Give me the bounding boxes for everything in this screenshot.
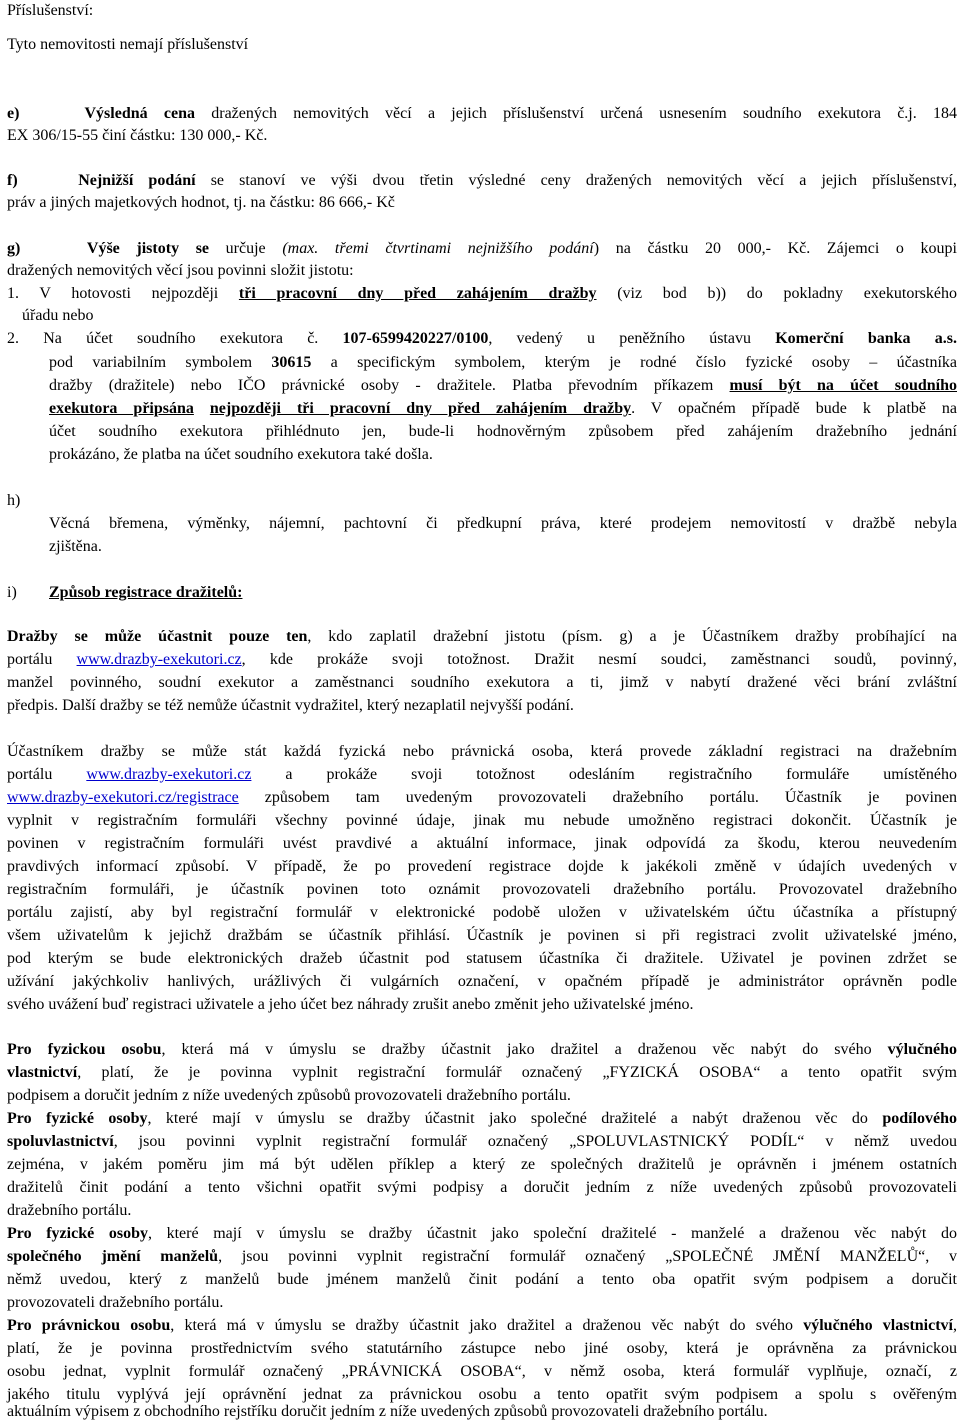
item-g-para-line-1: pod variabilním symbolem 30615 a specifickým symbolem, kterým je rodné číslo fyzické osoby – účastníka	[49, 354, 957, 371]
registrace-line-1: Účastníkem dražby se může stát každá fyzická nebo právnická osoba, která provede základní registraci na dražebním	[7, 743, 957, 760]
pravnicka-line-4: jakého titulu vyplývá její oprávnění jednat za právnickou osobu a tento opatřit svým podpisem a spolu s ověřeným	[7, 1386, 957, 1403]
item-g-para-line-5: prokázáno, že platba na účet soudního exekutora také došla.	[49, 446, 433, 463]
item-g-option-1: 1. V hotovosti nejpozději tři pracovní dny před zahájením dražby (viz bod b)) do pokladny exekutorského	[7, 285, 957, 302]
item-e-line-2: EX 306/15-55 činí částku: 130 000,- Kč.	[7, 127, 268, 144]
ucast-line-2: portálu www.drazby-exekutori.cz, kde prokáže svoji totožnost. Dražit nesmí soudci, zaměstnanci soudů, povinný,	[7, 651, 957, 668]
item-g-para-line-3: exekutora připsána nejpozději tři pracovní dny před zahájením dražby. V opačném případě bude k platbě na	[49, 400, 957, 417]
pravnicka-line-5: aktuálním výpisem z obchodního rejstříku doručit jedním z níže uvedených způsobů provozovateli dražebního portálu.	[7, 1403, 768, 1420]
item-g-italic: (max. třemi čtvrtinami nejnižšího podání	[282, 240, 594, 257]
item-g-option-2: 2. Na účet soudního exekutora č. 107-6599420227/0100, vedený u peněžního ústavu Komerční banka a.s.	[7, 330, 958, 347]
registrace-line-2: portálu www.drazby-exekutori.cz a prokáže svoji totožnost odesláním registračního formuláře umístěného	[7, 766, 957, 783]
section-heading-prislusenstvi: Příslušenství:	[7, 2, 94, 19]
spoluvl-line-3: zejména, v jakém poměru jim má být udělen příklep a který ze společných dražitelů je oprávněn i jménem ostatních	[7, 1156, 957, 1173]
item-g-para-line-4: účet soudního exekutora přihlédnuto jen, bude-li hodnověrným způsobem před zahájením dražebního jednání	[49, 423, 957, 440]
registrace-line-5: povinen v registračním formuláři uvést pravdivé a aktuální informace, jinak odpovídá za škodu, kterou neuvedením	[7, 835, 957, 852]
pravnicka-line-2: platí, že je povinna prostřednictvím svého statutárního zástupce nebo jiné osoby, která je oprávněna za právnickou	[7, 1340, 957, 1357]
item-f-marker: f)	[7, 172, 18, 189]
bank-name: Komerční banka a.s.	[775, 330, 958, 347]
portal-link-2[interactable]: www.drazby-exekutori.cz	[86, 766, 252, 783]
registrace-line-10: pod kterým se bude elektronických dražeb účastnit pod statusem účastníka či dražitele. Uživatel je povinen zdržet se	[7, 950, 957, 967]
registrace-line-7: registračním formuláři, je účastník povinen toto oznámit provozovateli dražebního portálu. Provozovatel dražebního	[7, 881, 957, 898]
spoluvl-line-4: dražitelů činit podání a tento všichni opatřit svými podpisy a doručit jedním z níže uvedených způsobů provozovateli	[7, 1179, 957, 1196]
item-e-line-1	[7, 103, 957, 125]
item-g-marker: g)	[7, 240, 21, 257]
item-i-marker: i)	[7, 584, 17, 601]
item-e-text: dražených nemovitých věcí a jejich příslušenství určená usnesením soudního exekutora č.j. 184	[194, 105, 958, 122]
deadline-underlined: tři pracovní dny před zahájením dražby	[238, 285, 597, 302]
item-f-bold: Nejnižší podání	[78, 172, 196, 189]
registrace-line-4: vyplnit v registračním formuláři všechny povinné údaje, jinak mu nebude umožněno registraci dokončit. Účastník je	[7, 812, 957, 829]
item-h-marker: h)	[7, 492, 21, 509]
registrace-line-12: svého uvážení buď registraci uživatele a jeho účet bez náhrady zrušit anebo změnit jeho uživatelské jméno.	[7, 996, 694, 1013]
spoluvl-line-5: dražebního portálu.	[7, 1202, 132, 1219]
item-g-option-1-cont: úřadu nebo	[22, 307, 94, 324]
pravnicka-line-3: osobu jednat, vyplnit formulář označený „PRÁVNICKÁ OSOBA“, v němž osoba, která formulář vyplňuje, označí, z	[7, 1363, 957, 1380]
manzele-line-3: němž uvedou, který z manželů bude jménem manželů činit podání a tento oba opatřit svým podpisem a doručit	[7, 1271, 957, 1288]
fyzicka-line-3: podpisem a doručit jedním z níže uvedených způsobů provozovateli dražebního portálu.	[7, 1087, 571, 1104]
registrace-line-3: www.drazby-exekutori.cz/registrace způsobem tam uvedeným provozovateli dražebního portálu. Účastník je povinen	[7, 789, 957, 806]
ucast-line-3: manžel povinného, soudní exekutor a zaměstnanci soudního exekutora a ti, jimž v nabytí dražené věci brání zvláštní	[7, 674, 957, 691]
pravnicka-line-1: Pro právnickou osobu, která má v úmyslu se dražby účastnit jako dražitel a draženou věc nabýt do svého výlučného vlastnictví,	[7, 1317, 958, 1334]
manzele-line-2: společného jmění manželů, jsou povinni vyplnit registrační formulář označený „SPOLEČNÉ JMĚNÍ MANŽELŮ“, v	[7, 1248, 958, 1265]
spoluvl-line-1: Pro fyzické osoby, které mají v úmyslu se dražby účastnit jako společné dražitelé a nabýt draženou věc do podílového	[7, 1110, 958, 1127]
fyzicka-line-1: Pro fyzickou osobu, která má v úmyslu se dražby účastnit jako dražitel a draženou věc nabýt do svého výlučného	[7, 1041, 958, 1058]
ucast-line-4: předpis. Další dražby se též nemůže účastnit vydražitel, který nezaplatil nejvyšší podání.	[7, 697, 574, 714]
registrace-line-9: všem uživatelům k jejichž dražbám se účastník přihlásí. Účastník je povinen si při registraci zvolit uživatelské jméno,	[7, 927, 957, 944]
registrace-line-8: portálu zajistí, aby byl registrační formulář v elektronické podobě uložen v uživatelském účtu účastníka a přístupný	[7, 904, 957, 921]
registrace-line-6: pravdivých informací způsobí. V případě, že po provedení registrace dojde k jakékoli změně v údajích uvedených v	[7, 858, 957, 875]
item-i-heading: Způsob registrace dražitelů:	[49, 584, 243, 601]
item-g-bold: Výše jistoty se	[86, 240, 210, 257]
manzele-line-1: Pro fyzické osoby, které mají v úmyslu se dražby účastnit jako společní dražitelé - manželé a draženou věc nabýt do	[7, 1225, 958, 1242]
ucast-line-1: Dražby se může účastnit pouze ten, kdo zaplatil dražební jistotu (písm. g) a je Účastníkem dražby probíhající na	[7, 628, 957, 645]
item-e-bold: Výsledná cena	[84, 105, 195, 122]
item-g-line-1: g) Výše jistoty se určuje (max. třemi čtvrtinami nejnižšího podání) na částku 20 000,- Kč. Zájemci o koupi	[7, 240, 958, 257]
manzele-line-4: provozovateli dražebního portálu.	[7, 1294, 224, 1311]
fyzicka-line-2: vlastnictví, platí, že je povinna vyplnit registrační formulář označený „FYZICKÁ OSOBA“ a tento opatřit svým	[7, 1064, 957, 1081]
item-e-marker: e)	[7, 105, 20, 122]
spoluvl-line-2: spoluvlastnictví, jsou povinni vyplnit registrační formulář označený „SPOLUVLASTNICKÝ PODÍL“ v němž uvedou	[7, 1133, 957, 1150]
registrace-line-11: užívání jakýchkoliv hanlivých, urážlivých či vulgárních označení, v opačném případě je administrátor oprávněn podle	[7, 973, 957, 990]
item-h-line-1: Věcná břemena, výměnky, nájemní, pachtovní či předkupní práva, které prodejem nemovitostí v dražbě nebyla	[49, 515, 957, 532]
portal-link[interactable]: www.drazby-exekutori.cz	[76, 651, 242, 668]
item-g-para-line-2: dražby (dražitele) nebo IČO právnické osoby - dražitele. Platba převodním příkazem musí být na účet soudního	[49, 377, 958, 394]
variable-symbol: 30615	[271, 354, 312, 371]
item-f-line-2: práv a jiných majetkových hodnot, tj. na částku: 86 666,- Kč	[7, 194, 395, 211]
item-f-line-1	[7, 170, 957, 192]
item-g-line-2: dražených nemovitých věcí jsou povinni složit jistotu:	[7, 262, 354, 279]
prislusenstvi-text: Tyto nemovitosti nemají příslušenství	[7, 36, 249, 53]
registration-link[interactable]: www.drazby-exekutori.cz/registrace	[7, 789, 239, 806]
bank-account-number: 107-6599420227/0100	[342, 330, 489, 347]
item-h-line-2: zjištěna.	[49, 538, 102, 555]
item-f-text: se stanoví ve výši dvou třetin výsledné ceny dražených nemovitých věcí a jejich příslušenství,	[195, 172, 957, 189]
